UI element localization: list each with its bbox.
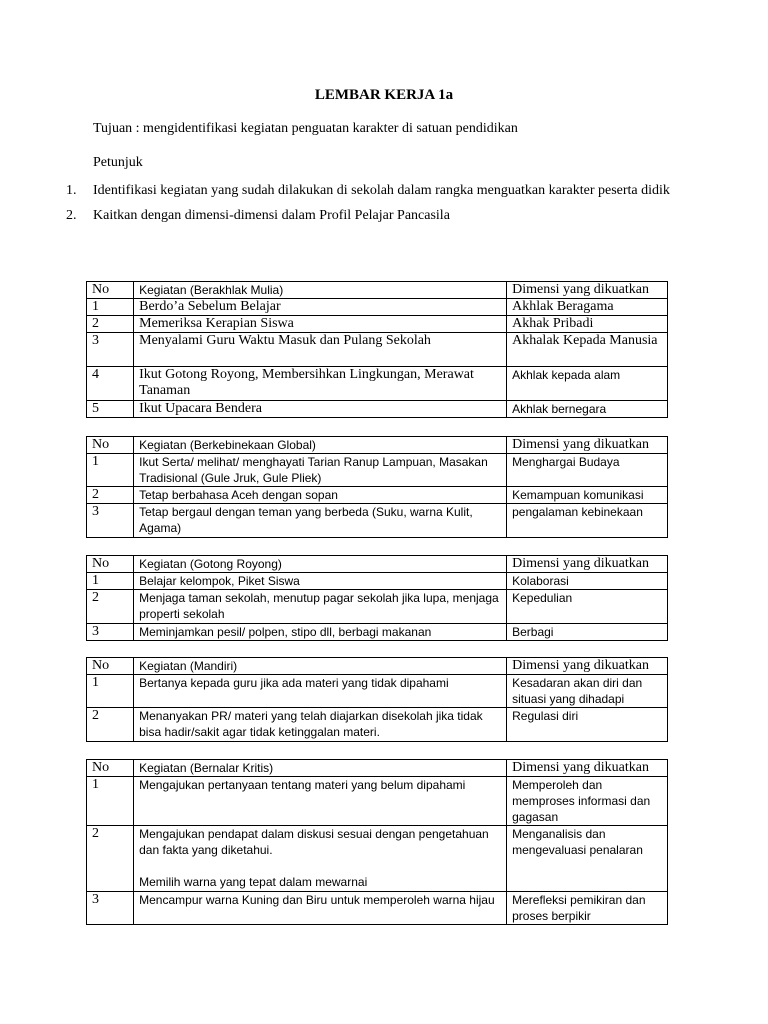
- header-activity: Kegiatan (Gotong Royong): [134, 556, 507, 573]
- row-activity: Mengajukan pendapat dalam diskusi sesuai dengan pengetahuan dan fakta yang diketahui. Memilih warna yang tepat dalam mewarnai: [134, 826, 507, 892]
- table-row: [87, 316, 668, 333]
- instruction-item: [66, 178, 676, 203]
- header-dimension: Dimensi yang dikuatkan: [507, 760, 668, 777]
- row-dimension: Akhlak bernegara: [507, 401, 668, 418]
- row-dimension: Menganalisis dan mengevaluasi penalaran: [507, 826, 668, 892]
- table-row: [87, 675, 668, 708]
- row-activity: Ikut Serta/ melihat/ menghayati Tarian Ranup Lampuan, Masakan Tradisional (Gule Jruk, Gule Pliek): [134, 454, 507, 487]
- row-no: 2: [87, 708, 134, 742]
- row-dimension: Akhak Pribadi: [507, 316, 668, 333]
- row-activity: Menjaga taman sekolah, menutup pagar sekolah jika lupa, menjaga properti sekolah: [134, 590, 507, 624]
- table-berkebinekaan-global: [86, 436, 668, 538]
- table-header-row: [87, 556, 668, 573]
- row-activity: Ikut Gotong Royong, Membersihkan Lingkungan, Merawat Tanaman: [134, 367, 507, 401]
- instruction-item: [66, 203, 676, 228]
- instruction-number: 2.: [66, 208, 77, 223]
- row-no: 2: [87, 487, 134, 504]
- row-no: 5: [87, 401, 134, 418]
- row-no: 2: [87, 826, 134, 892]
- table-header-row: [87, 658, 668, 675]
- row-dimension: Memperoleh dan memproses informasi dan gagasan: [507, 777, 668, 826]
- header-no: No: [87, 282, 134, 299]
- header-no: No: [87, 437, 134, 454]
- table-row: [87, 299, 668, 316]
- row-no: 1: [87, 299, 134, 316]
- table-row: [87, 708, 668, 742]
- row-no: 1: [87, 573, 134, 590]
- table-row: [87, 504, 668, 538]
- row-no: 4: [87, 367, 134, 401]
- row-dimension: Kolaborasi: [507, 573, 668, 590]
- table-row: [87, 401, 668, 418]
- instruction-list: [66, 178, 676, 228]
- header-no: No: [87, 760, 134, 777]
- header-no: No: [87, 658, 134, 675]
- header-dimension: Dimensi yang dikuatkan: [507, 282, 668, 299]
- row-activity: Mengajukan pertanyaan tentang materi yang belum dipahami: [134, 777, 507, 826]
- row-activity: Bertanya kepada guru jika ada materi yang tidak dipahami: [134, 675, 507, 708]
- row-dimension: pengalaman kebinekaan: [507, 504, 668, 538]
- row-no: 1: [87, 675, 134, 708]
- header-dimension: Dimensi yang dikuatkan: [507, 437, 668, 454]
- table-bernalar-kritis: [86, 759, 668, 925]
- goal-text: Tujuan : mengidentifikasi kegiatan penguatan karakter di satuan pendidikan: [93, 121, 518, 136]
- instruction-text: Identifikasi kegiatan yang sudah dilakukan di sekolah dalam rangka menguatkan karakter peserta didik: [93, 183, 670, 198]
- row-dimension: Kesadaran akan diri dan situasi yang dihadapi: [507, 675, 668, 708]
- table-row: [87, 624, 668, 641]
- instruction-text: Kaitkan dengan dimensi-dimensi dalam Profil Pelajar Pancasila: [93, 208, 450, 223]
- page-title: LEMBAR KERJA 1a: [314, 87, 454, 103]
- table-row: [87, 892, 668, 925]
- row-dimension: Kepedulian: [507, 590, 668, 624]
- row-dimension: Regulasi diri: [507, 708, 668, 742]
- row-dimension: Akhalak Kepada Manusia: [507, 333, 668, 367]
- row-activity: Menyalami Guru Waktu Masuk dan Pulang Sekolah: [134, 333, 507, 367]
- row-activity: Meminjamkan pesil/ polpen, stipo dll, berbagi makanan: [134, 624, 507, 641]
- table-row: [87, 487, 668, 504]
- row-no: 2: [87, 590, 134, 624]
- table-row: [87, 777, 668, 826]
- table-header-row: [87, 282, 668, 299]
- instruction-number: 1.: [66, 183, 77, 198]
- row-activity: Ikut Upacara Bendera: [134, 401, 507, 418]
- row-activity: Menanyakan PR/ materi yang telah diajarkan disekolah jika tidak bisa hadir/sakit agar tidak ketinggalan materi.: [134, 708, 507, 742]
- header-activity: Kegiatan (Bernalar Kritis): [134, 760, 507, 777]
- table-row: [87, 590, 668, 624]
- instructions-heading: Petunjuk: [93, 155, 143, 170]
- row-no: 3: [87, 624, 134, 641]
- header-dimension: Dimensi yang dikuatkan: [507, 658, 668, 675]
- header-activity: Kegiatan (Berkebinekaan Global): [134, 437, 507, 454]
- table-row: [87, 573, 668, 590]
- row-activity: Mencampur warna Kuning dan Biru untuk memperoleh warna hijau: [134, 892, 507, 925]
- row-no: 2: [87, 316, 134, 333]
- row-no: 3: [87, 333, 134, 367]
- table-row: [87, 826, 668, 892]
- row-activity: Tetap berbahasa Aceh dengan sopan: [134, 487, 507, 504]
- row-activity: Belajar kelompok, Piket Siswa: [134, 573, 507, 590]
- row-dimension: Berbagi: [507, 624, 668, 641]
- table-berakhlak-mulia: [86, 281, 668, 418]
- header-dimension: Dimensi yang dikuatkan: [507, 556, 668, 573]
- header-activity: Kegiatan (Mandiri): [134, 658, 507, 675]
- row-no: 3: [87, 504, 134, 538]
- row-no: 3: [87, 892, 134, 925]
- row-dimension: Menghargai Budaya: [507, 454, 668, 487]
- table-row: [87, 454, 668, 487]
- row-activity: Tetap bergaul dengan teman yang berbeda (Suku, warna Kulit, Agama): [134, 504, 507, 538]
- table-header-row: [87, 437, 668, 454]
- row-no: 1: [87, 777, 134, 826]
- row-dimension: Akhlak kepada alam: [507, 367, 668, 401]
- header-activity: Kegiatan (Berakhlak Mulia): [134, 282, 507, 299]
- table-row: [87, 333, 668, 367]
- row-activity: Memeriksa Kerapian Siswa: [134, 316, 507, 333]
- row-no: 1: [87, 454, 134, 487]
- row-dimension: Akhlak Beragama: [507, 299, 668, 316]
- table-header-row: [87, 760, 668, 777]
- header-no: No: [87, 556, 134, 573]
- row-activity: Berdo’a Sebelum Belajar: [134, 299, 507, 316]
- table-mandiri: [86, 657, 668, 742]
- row-dimension: Kemampuan komunikasi: [507, 487, 668, 504]
- row-dimension: Merefleksi pemikiran dan proses berpikir: [507, 892, 668, 925]
- table-row: [87, 367, 668, 401]
- table-gotong-royong: [86, 555, 668, 641]
